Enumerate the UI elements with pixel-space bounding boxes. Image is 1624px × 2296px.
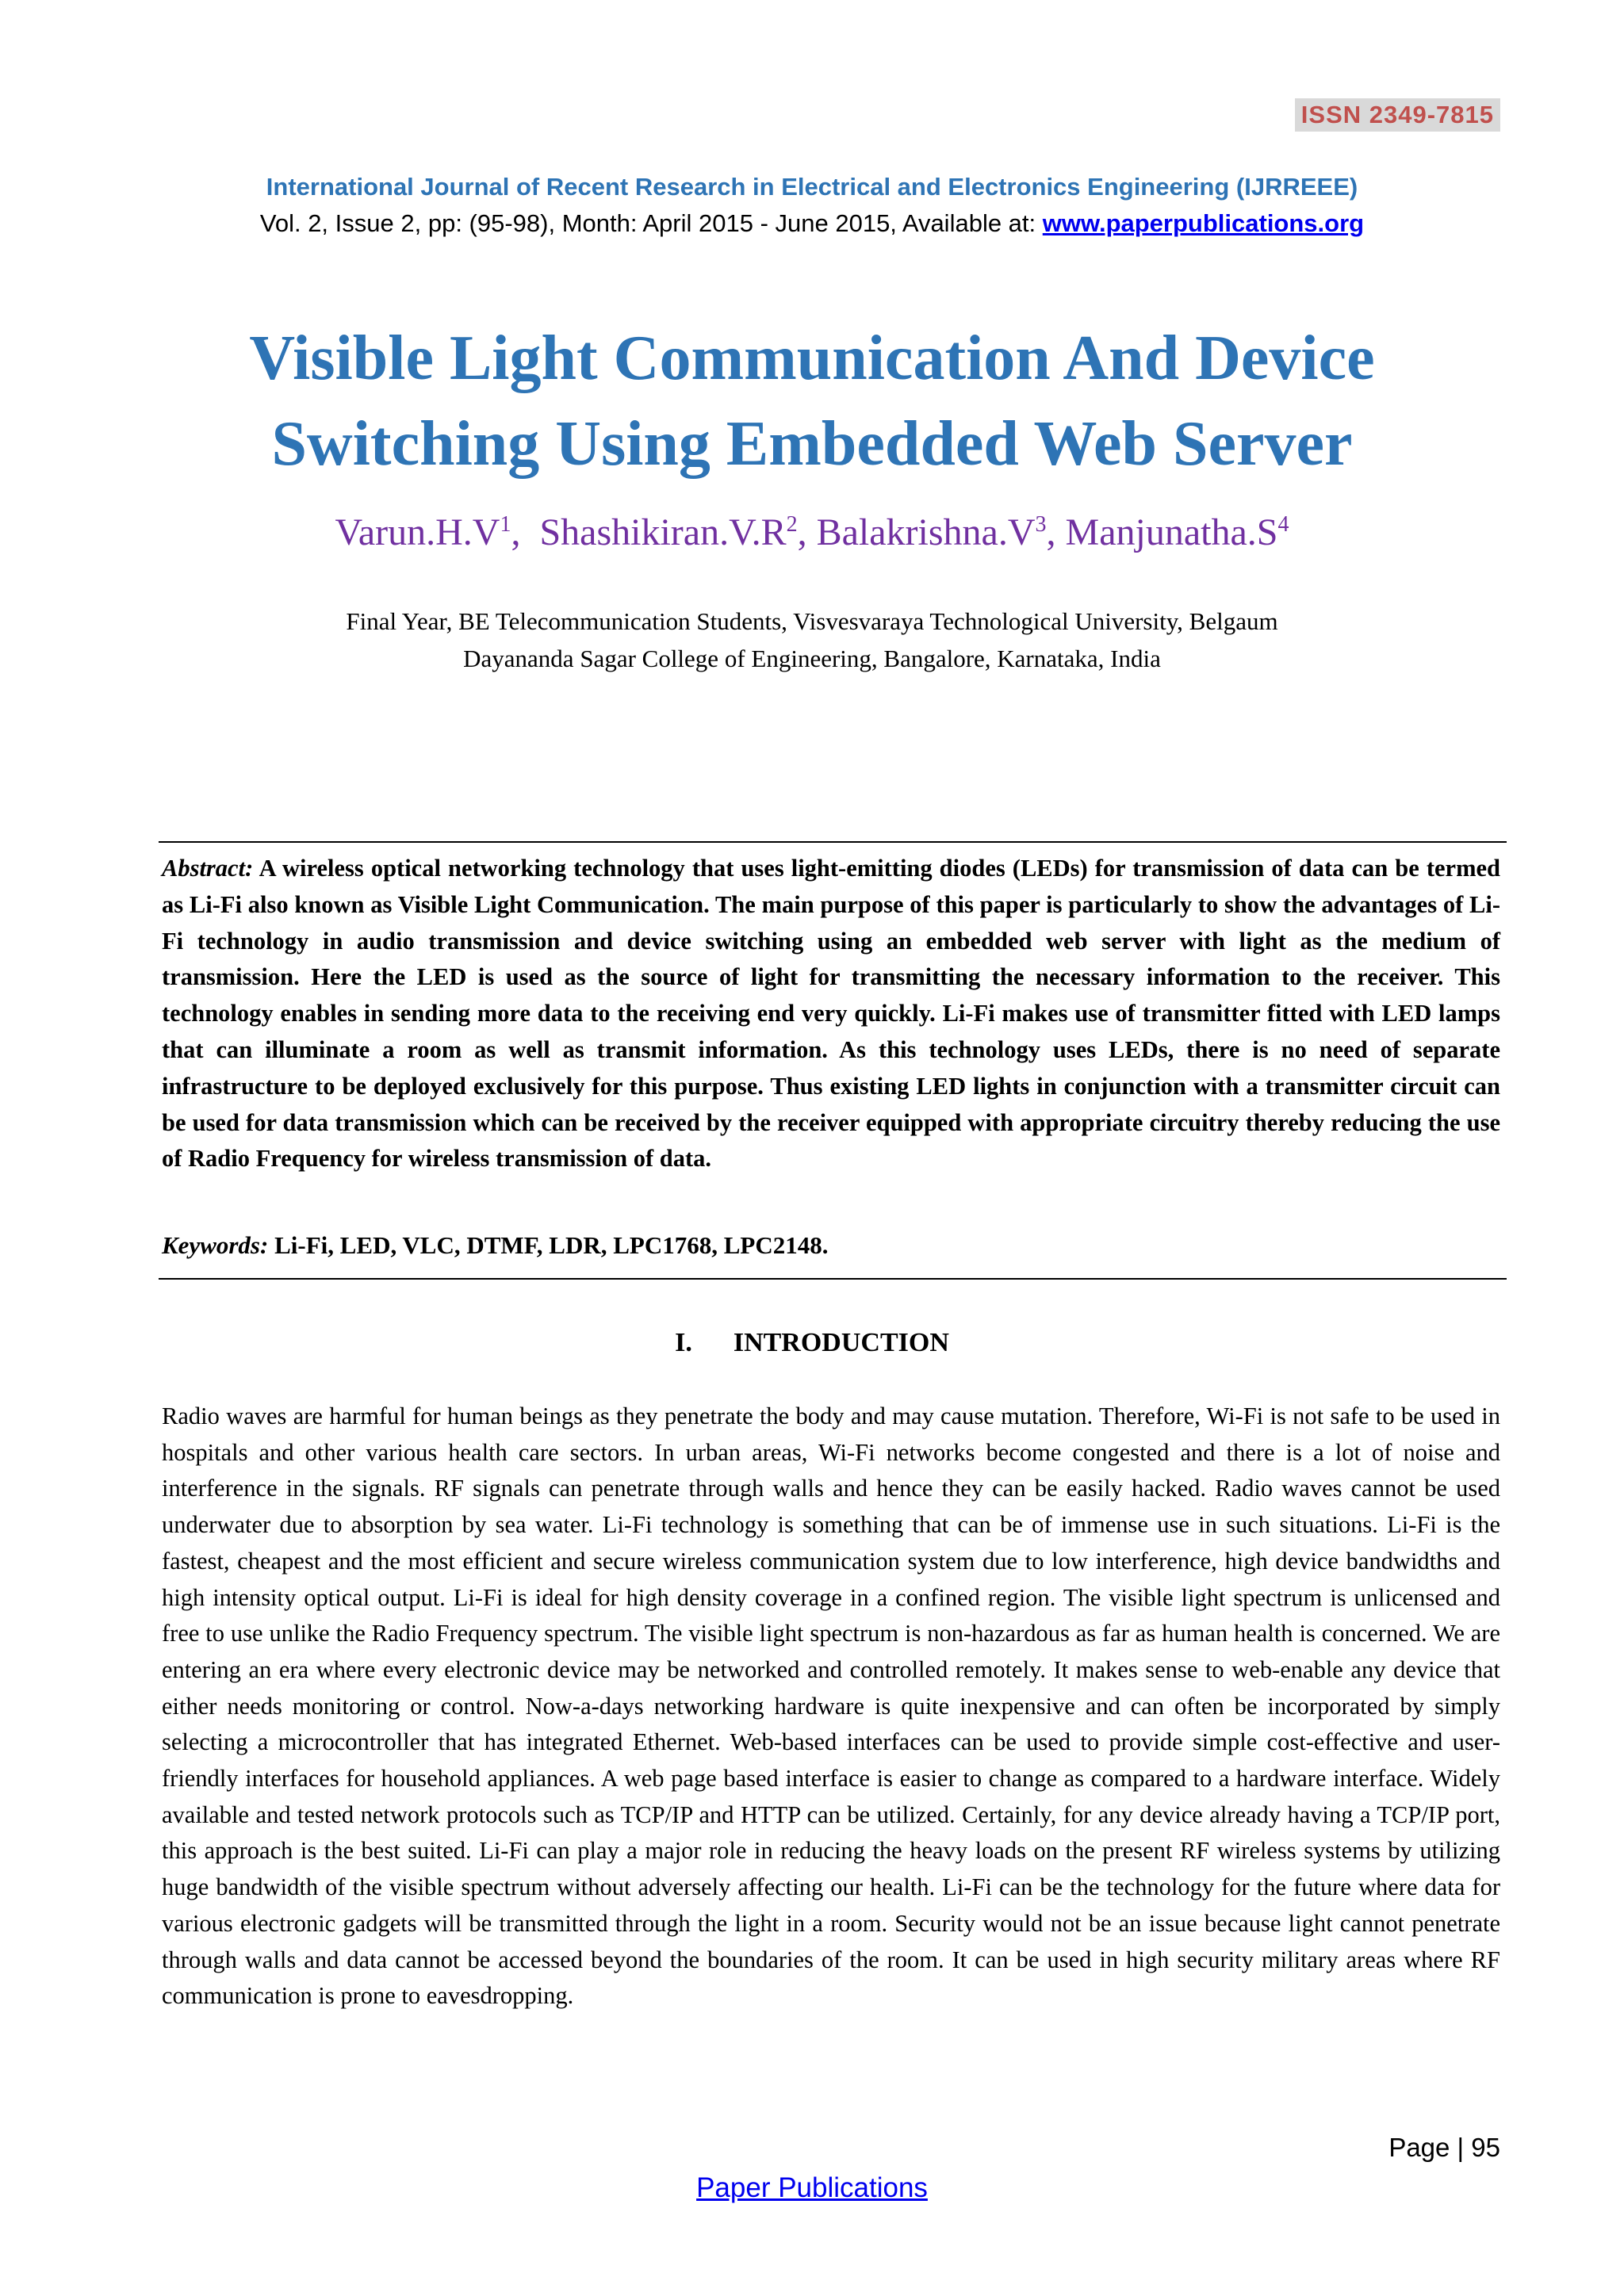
keywords [162, 1231, 1500, 1260]
author-name: Balakrishna.V [816, 511, 1036, 553]
section-title: INTRODUCTION [733, 1328, 949, 1357]
footer [0, 2172, 1624, 2204]
abstract-top-rule [159, 841, 1507, 843]
author-separator: , [511, 511, 540, 553]
volume-info [0, 209, 1624, 238]
website-link[interactable]: www.paperpublications.org [1042, 209, 1365, 237]
keywords-text: Li-Fi, LED, VLC, DTMF, LDR, LPC1768, LPC2148. [274, 1231, 829, 1259]
abstract-text: A wireless optical networking technology that uses light-emitting diodes (LEDs) for transmission of data can be termed as Li-Fi also known as Visible Light Communication. The main purpose of this paper is particularly to show the advantages of Li-Fi technology in audio transmission and device switching using an embedded web server with light as the medium of transmission. Here the LED is used as the source of light for transmitting the necessary information to the receiver. This technology enables in sending more data to the receiving end very quickly. Li-Fi makes use of transmitter fitted with LED lamps that can illuminate a room as well as transmit information. As this technology uses LEDs, there is no need of separate infrastructure to be deployed exclusively for this purpose. Thus existing LED lights in conjunction with a transmitter circuit can be used for data transmission which can be received by the receiver equipped with appropriate circuitry thereby reducing the use of Radio Frequency for wireless transmission of data. [162, 855, 1500, 1173]
abstract [162, 851, 1500, 1177]
author-affil-mark: 3 [1035, 512, 1047, 537]
introduction-paragraph: Radio waves are harmful for human beings as they penetrate the body and may cause mutation. Therefore, Wi-Fi is not safe to be used in hospitals and other various health care sectors. In urban areas, Wi-Fi networks become congested and there is a lot of noise and interference in the signals. RF signals can penetrate through walls and hence they can be easily hacked. Radio waves cannot be used underwater due to absorption by sea water. Li-Fi technology is something that can be of immense use in such situations. Li-Fi is the fastest, cheapest and the most efficient and secure wireless communication system due to low interference, high device bandwidths and high intensity optical output. Li-Fi is ideal for high density coverage in a confined region. The visible light spectrum is unlicensed and free to use unlike the Radio Frequency spectrum. The visible light spectrum is non-hazardous as far as human health is concerned. We are entering an era where every electronic device may be networked and controlled remotely. It makes sense to web-enable any device that either needs monitoring or control. Now-a-days networking hardware is quite inexpensive and can often be incorporated by simply selecting a microcontroller that has integrated Ethernet. Web-based interfaces can be used to provide simple cost-effective and user-friendly interfaces for household appliances. A web page based interface is easier to change as compared to a hardware interface. Widely available and tested network protocols such as TCP/IP and HTTP can be utilized. Certainly, for any device already having a TCP/IP port, this approach is the best suited. Li-Fi can play a major role in reducing the heavy loads on the present RF wireless systems by utilizing huge bandwidth of the visible spectrum without adversely affecting our health. Li-Fi can be the technology for the future where data for various electronic gadgets will be transmitted through the light in a room. Security would not be an issue because light cannot penetrate through walls and data cannot be accessed beyond the boundaries of the room. It can be used in high security military areas where RF communication is prone to eavesdropping. [162, 1402, 1500, 2010]
section-number: I. [675, 1328, 692, 1357]
publisher-link[interactable]: Paper Publications [696, 2172, 928, 2203]
author-affil-mark: 1 [500, 512, 511, 537]
author-name: Shashikiran.V.R [539, 511, 787, 553]
author-affil-mark: 4 [1277, 512, 1289, 537]
author-name: Varun.H.V [335, 511, 500, 553]
affiliation-line: Final Year, BE Telecommunication Students, Visvesvaraya Technological University, Belgaum [346, 607, 1278, 635]
issn-badge: ISSN 2349-7815 [1295, 98, 1500, 132]
author-name: Manjunatha.S [1065, 511, 1278, 553]
affiliation [0, 603, 1624, 677]
affiliation-line: Dayananda Sagar College of Engineering, Bangalore, Karnataka, India [463, 645, 1161, 672]
author-separator: , [1046, 511, 1066, 553]
author-affil-mark: 2 [786, 512, 798, 537]
abstract-bottom-rule [159, 1278, 1507, 1280]
keywords-label: Keywords: [162, 1231, 269, 1259]
author-separator: , [797, 511, 817, 553]
paper-title: Visible Light Communication And Device Switching Using Embedded Web Server [249, 323, 1375, 479]
journal-title: International Journal of Recent Research in Electrical and Electronics Engineering (IJRREEE) [266, 173, 1358, 201]
abstract-label: Abstract: [162, 855, 254, 882]
author-list [0, 511, 1624, 554]
page-number: Page | 95 [1388, 2133, 1500, 2162]
section-heading [0, 1328, 1624, 1358]
volume-info-text: Vol. 2, Issue 2, pp: (95-98), Month: April 2015 - June 2015, Available at: [259, 209, 1043, 237]
